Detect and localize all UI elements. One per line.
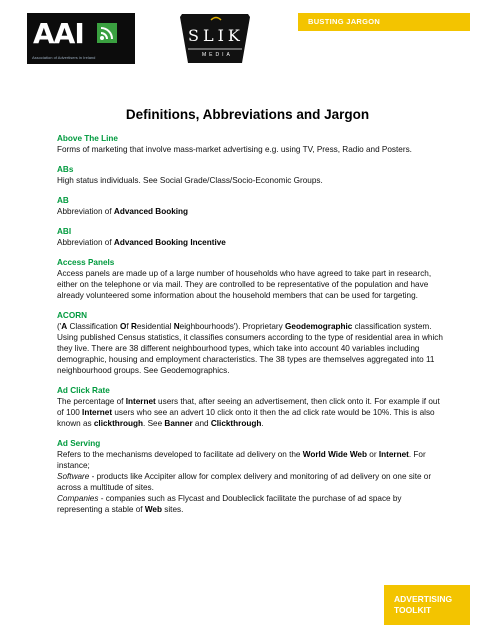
entry-definition: Abbreviation of Advanced Booking <box>57 207 189 216</box>
entry-definition: Forms of marketing that involve mass-market advertising e.g. using TV, Press, Radio and Posters. <box>57 145 412 154</box>
entry-term: ABI <box>57 227 72 236</box>
entry-term: Ad Click Rate <box>57 386 110 395</box>
banner-line: ADVERTISING <box>394 594 453 604</box>
glossary-entry <box>57 133 447 155</box>
entry-definition: Abbreviation of Advanced Booking Incentive <box>57 238 226 247</box>
slik-logo-text: SLIK <box>188 26 244 45</box>
aai-logo-text: AAI <box>33 17 84 50</box>
busting-jargon-banner: BUSTING JARGON <box>298 13 470 31</box>
glossary-entry <box>57 226 447 248</box>
entry-term: Access Panels <box>57 258 115 267</box>
entry-definition: Access panels are made up of a large number of households who have agreed to take part in research, either on the telephone or via mail. They are controlled to be representative of the population and have already volunteered some information about the household members that can be used for targeting. <box>57 269 432 300</box>
aai-logo <box>27 13 135 64</box>
entry-term: AB <box>57 196 69 205</box>
entry-definition: The percentage of Internet users that, after seeing an advertisement, then click onto it. For example if out of 100 Internet users who see an advert 10 click onto it then the ad click rate would be 10%. This is also known as clickthrough. See Banner and Clickthrough. <box>57 397 440 428</box>
glossary-entry <box>57 438 447 515</box>
aai-tagline: Association of Advertisers in Ireland <box>32 55 96 60</box>
glossary-entry <box>57 257 447 301</box>
entry-term: Ad Serving <box>57 439 101 448</box>
glossary-entry <box>57 385 447 429</box>
page-title: Definitions, Abbreviations and Jargon <box>125 107 370 122</box>
glossary-entry <box>57 310 447 376</box>
glossary <box>57 133 447 524</box>
banner-line: TOOLKIT <box>394 605 432 615</box>
glossary-entry <box>57 195 447 217</box>
entry-term: ACORN <box>57 311 88 320</box>
wifi-icon <box>97 23 117 43</box>
entry-definition: High status individuals. See Social Grade/Class/Socio-Economic Groups. <box>57 176 323 185</box>
slik-media-text: MEDIA <box>202 52 233 58</box>
slik-media-logo <box>178 11 252 66</box>
entry-term: ABs <box>57 165 74 174</box>
glossary-entry <box>57 164 447 186</box>
entry-definition: ('A Classification Of Residential Neighbourhoods'). Proprietary Geodemographic classification system. Using published Census statistics, it classifies consumers according to the type of residential area in which they live. There are 38 different neighbourhood types, which take into account 40 variables including demographic, housing and employment characteristics. The 38 types are themselves aggregated into 11 neighbourhood groups. See Geodemographics. <box>57 322 443 375</box>
entry-term: Above The Line <box>57 134 118 143</box>
entry-definition: Refers to the mechanisms developed to facilitate ad delivery on the World Wide Web or Internet. For instance; Software - products like Accipiter allow for complex delivery and monitoring of ad delivery on one site or across a multitude of sites. Companies - companies such as Flycast and Doubleclick facilitate the purchase of ad space by representing a stable of Web sites. <box>57 450 432 514</box>
advertising-toolkit-banner <box>384 585 470 625</box>
